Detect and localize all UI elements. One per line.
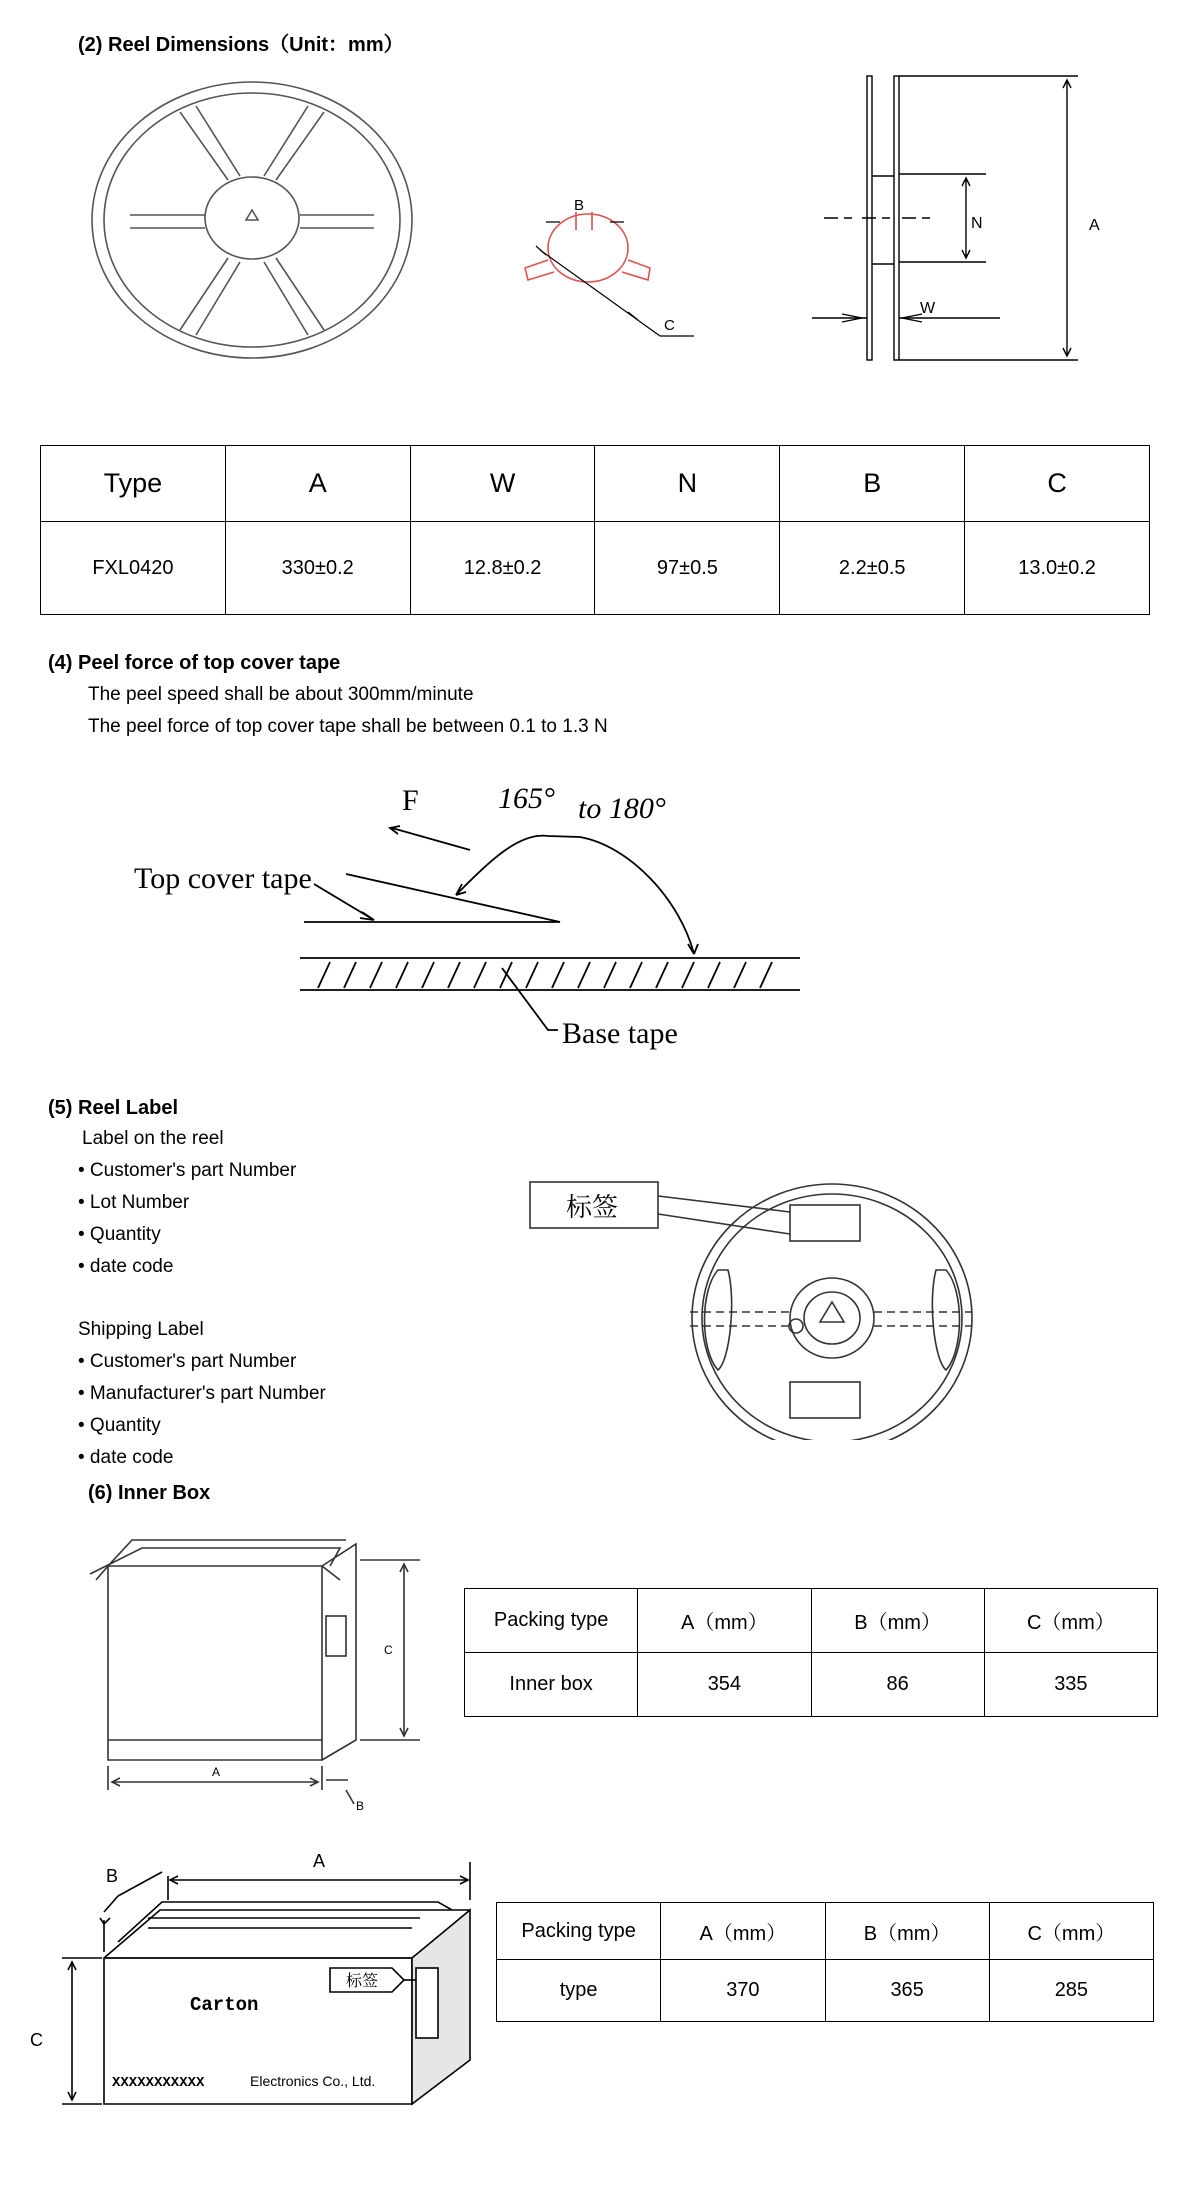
- maker-placeholder: XXXXXXXXXXX: [112, 2075, 205, 2091]
- carton-diagram: [20, 1830, 500, 2120]
- table-cell: 370: [661, 1960, 825, 2022]
- table-row: [41, 522, 1150, 615]
- label-B-inner: B: [356, 1799, 365, 1813]
- label-C-reel: C: [664, 317, 675, 334]
- table-cell: 365: [825, 1960, 989, 2022]
- list-item: • date code: [78, 1256, 174, 1277]
- table-cell: 86: [811, 1653, 984, 1717]
- table-header-cell: N: [595, 446, 780, 522]
- table-cell: FXL0420: [41, 522, 226, 615]
- tag-label-carton: 标签: [346, 1973, 379, 1990]
- shipping-label-heading: Shipping Label: [78, 1319, 204, 1340]
- table-header-cell: C: [965, 446, 1150, 522]
- table-header-row: [41, 446, 1150, 522]
- label-C-inner: C: [384, 1643, 393, 1657]
- peel-speed-text: The peel speed shall be about 300mm/minute: [88, 684, 474, 705]
- section-title-inner-box: (6) Inner Box: [88, 1482, 211, 1504]
- label-A-reel: A: [1089, 217, 1100, 234]
- carton-name-label: Carton: [190, 1994, 259, 2016]
- table-row: [465, 1653, 1158, 1717]
- table-header-cell: B（mm）: [811, 1589, 984, 1653]
- carton-table: [496, 1902, 1154, 2022]
- label-A-carton: A: [313, 1851, 326, 1871]
- table-header-cell: W: [410, 446, 595, 522]
- list-item: • Lot Number: [78, 1192, 190, 1213]
- angle-165-label: 165°: [498, 782, 555, 815]
- list-item: • Customer's part Number: [78, 1160, 297, 1181]
- reel-dimension-diagram: [0, 60, 1200, 380]
- base-tape-label: Base tape: [562, 1017, 678, 1050]
- reel-dimension-table: [40, 445, 1150, 615]
- table-header-cell: C（mm）: [984, 1589, 1157, 1653]
- table-header-row: [465, 1589, 1158, 1653]
- label-C-carton: C: [30, 2030, 43, 2050]
- table-cell: 285: [989, 1960, 1153, 2022]
- table-cell: 12.8±0.2: [410, 522, 595, 615]
- table-header-cell: Packing type: [497, 1903, 661, 1960]
- reel-label-diagram: [500, 1160, 1000, 1440]
- maker-name: Electronics Co., Ltd.: [250, 2073, 376, 2089]
- table-header-cell: C（mm）: [989, 1903, 1153, 1960]
- section-title-peel-force: (4) Peel force of top cover tape: [48, 652, 341, 674]
- peel-force-text: The peel force of top cover tape shall be between 0.1 to 1.3 N: [88, 716, 608, 737]
- label-A-inner: A: [212, 1765, 221, 1779]
- table-header-cell: B（mm）: [825, 1903, 989, 1960]
- table-cell: 13.0±0.2: [965, 522, 1150, 615]
- table-header-cell: A（mm）: [661, 1903, 825, 1960]
- table-cell: 354: [638, 1653, 811, 1717]
- inner-box-diagram: [60, 1520, 440, 1820]
- table-header-cell: Type: [41, 446, 226, 522]
- list-item: • date code: [78, 1447, 174, 1468]
- table-header-cell: B: [780, 446, 965, 522]
- top-cover-tape-label: Top cover tape: [134, 862, 312, 895]
- table-header-cell: A（mm）: [638, 1589, 811, 1653]
- list-item: • Quantity: [78, 1415, 161, 1436]
- list-item: • Quantity: [78, 1224, 161, 1245]
- label-N-reel: N: [971, 215, 983, 232]
- inner-box-table: [464, 1588, 1158, 1717]
- section-title-reel-dimensions: (2) Reel Dimensions（Unit：mm）: [78, 34, 404, 56]
- table-row: [497, 1960, 1154, 2022]
- peel-force-diagram: [0, 760, 1200, 1070]
- reel-front-view: [92, 82, 412, 358]
- label-W-reel: W: [920, 300, 936, 317]
- table-header-cell: A: [225, 446, 410, 522]
- force-F-label: F: [402, 784, 419, 817]
- label-B-reel: B: [574, 197, 585, 214]
- tag-label-reel: 标签: [566, 1193, 619, 1222]
- table-cell: 2.2±0.5: [780, 522, 965, 615]
- angle-180-label: to 180°: [578, 792, 666, 825]
- table-header-row: [497, 1903, 1154, 1960]
- label-on-reel-heading: Label on the reel: [82, 1128, 224, 1149]
- list-item: • Customer's part Number: [78, 1351, 297, 1372]
- section-title-reel-label: (5) Reel Label: [48, 1097, 179, 1119]
- label-B-carton: B: [106, 1866, 119, 1886]
- table-cell: type: [497, 1960, 661, 2022]
- table-cell: 97±0.5: [595, 522, 780, 615]
- table-cell: 330±0.2: [225, 522, 410, 615]
- table-cell: Inner box: [465, 1653, 638, 1717]
- table-header-cell: Packing type: [465, 1589, 638, 1653]
- reel-side-view: [812, 76, 1078, 360]
- list-item: • Manufacturer's part Number: [78, 1383, 326, 1404]
- table-cell: 335: [984, 1653, 1157, 1717]
